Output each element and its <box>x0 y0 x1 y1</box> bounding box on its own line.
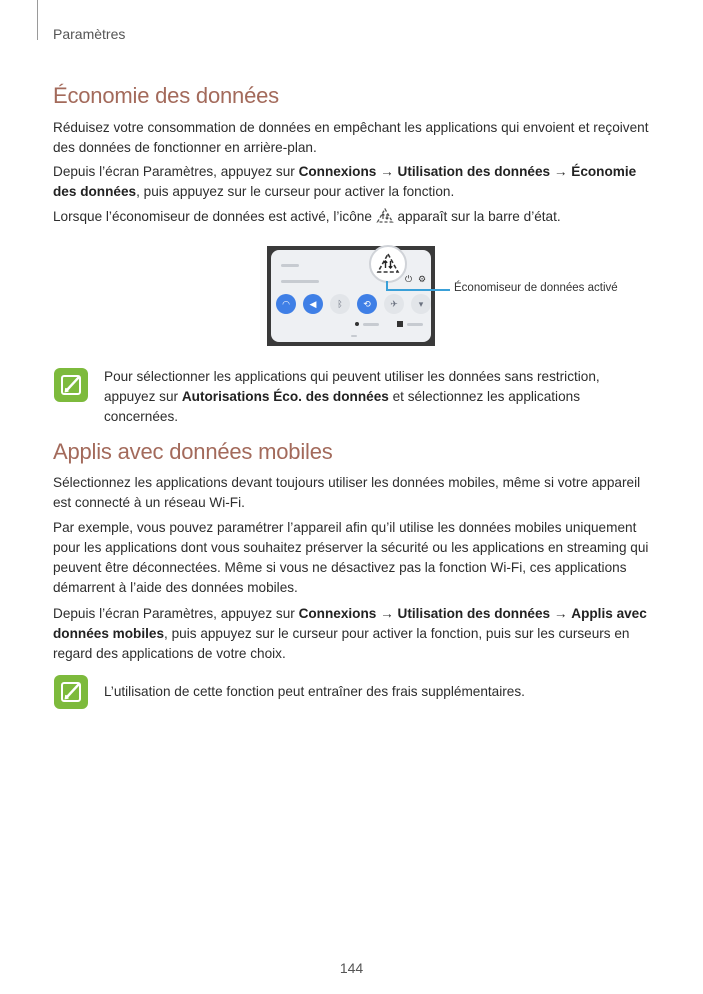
callout-label: Économiseur de données activé <box>454 282 618 294</box>
arrow: → <box>376 606 398 621</box>
grid-icon <box>397 321 403 327</box>
panel-placeholder <box>281 264 299 267</box>
menu-data-usage: Utilisation des données <box>397 164 551 179</box>
media-icon <box>355 322 359 326</box>
menu-data-saver: Économie des données <box>53 164 637 199</box>
data-saver-icon <box>376 208 394 224</box>
mobile-data-intro: Sélectionnez les applications devant toujours utiliser les données mobiles, même si votre appareil est connecté à un réseau Wi-Fi. <box>53 475 641 510</box>
menu-data-usage: Utilisation des données <box>397 606 551 621</box>
arrow: → <box>550 164 572 179</box>
bluetooth-icon: ᛒ <box>337 299 343 309</box>
arrow: → <box>376 164 398 179</box>
flashlight-icon: ▾ <box>418 299 424 309</box>
gear-icon: ⚙ <box>418 274 427 284</box>
airplane-toggle[interactable] <box>384 294 404 314</box>
quick-panel <box>271 250 431 342</box>
menu-connexions: Connexions <box>298 606 377 621</box>
flashlight-toggle[interactable] <box>411 294 431 314</box>
panel-handle <box>351 335 357 337</box>
text: Depuis l’écran Paramètres, appuyez sur <box>53 606 299 621</box>
section-title-data-saver: Économie des données <box>53 83 279 108</box>
note-text: L’utilisation de cette fonction peut entraîner des frais supplémentaires. <box>104 684 525 699</box>
sound-toggle[interactable] <box>303 294 323 314</box>
data-saver-status-info <box>53 207 653 227</box>
bluetooth-toggle[interactable] <box>330 294 350 314</box>
header-rule <box>37 0 38 40</box>
section-title-mobile-data-apps: Applis avec données mobiles <box>53 439 333 464</box>
mobile-data-example: Par exemple, vous pouvez paramétrer l’appareil afin qu’il utilise les données mobiles uniquement pour les applications dont vous souhaitez préserver la sécurité ou les applications en streaming qui peuvent être déconnectées. Même si vous ne désactivez pas la fonction Wi-Fi, ces applications démarrent à l’aide des données mobiles. <box>53 520 649 595</box>
note-text <box>104 367 652 427</box>
sound-icon: ◀ <box>309 299 317 309</box>
text: et sélectionnez les applications concernées. <box>104 389 580 424</box>
text: Lorsque l’économiseur de données est activé, l’icône <box>53 209 376 224</box>
data-saver-instructions <box>53 162 653 202</box>
data-saver-intro: Réduisez votre consommation de données en empêchant les applications qui envoient et reçoivent des données de fonctionner en arrière-plan. <box>53 120 649 155</box>
wifi-icon: ◠ <box>282 299 290 309</box>
menu-mobile-data-apps: Applis avec données mobiles <box>53 606 647 641</box>
data-saver-status-magnified <box>369 245 407 283</box>
airplane-icon: ✈ <box>390 299 398 309</box>
power-icon: ⏻ <box>405 274 413 284</box>
text: apparaît sur la barre d’état. <box>393 209 561 224</box>
note-icon <box>54 368 88 402</box>
text: Pour sélectionner les applications qui peuvent utiliser les données sans restriction, appuyez sur <box>104 369 600 404</box>
panel-placeholder <box>363 323 379 326</box>
arrow: → <box>550 606 572 621</box>
mobile-data-instructions <box>53 604 653 664</box>
running-header: Paramètres <box>53 26 126 42</box>
rotation-icon: ⟲ <box>363 299 371 309</box>
text: , puis appuyez sur le curseur pour activer la fonction, puis sur les curseurs en regard des applications de votre choix. <box>53 626 630 661</box>
text: Depuis l’écran Paramètres, appuyez sur <box>53 164 299 179</box>
text: , puis appuyez sur le curseur pour activer la fonction. <box>136 184 455 199</box>
wifi-toggle[interactable] <box>276 294 296 314</box>
panel-placeholder <box>407 323 423 326</box>
quick-panel-screenshot <box>267 246 435 346</box>
callout-leader <box>386 289 450 291</box>
note-icon <box>54 675 88 709</box>
data-saver-icon <box>376 252 400 276</box>
page-number: 144 <box>339 960 364 976</box>
menu-connexions: Connexions <box>298 164 377 179</box>
menu-data-saver-permissions: Autorisations Éco. des données <box>181 389 389 404</box>
rotation-toggle[interactable] <box>357 294 377 314</box>
panel-placeholder <box>281 280 319 283</box>
